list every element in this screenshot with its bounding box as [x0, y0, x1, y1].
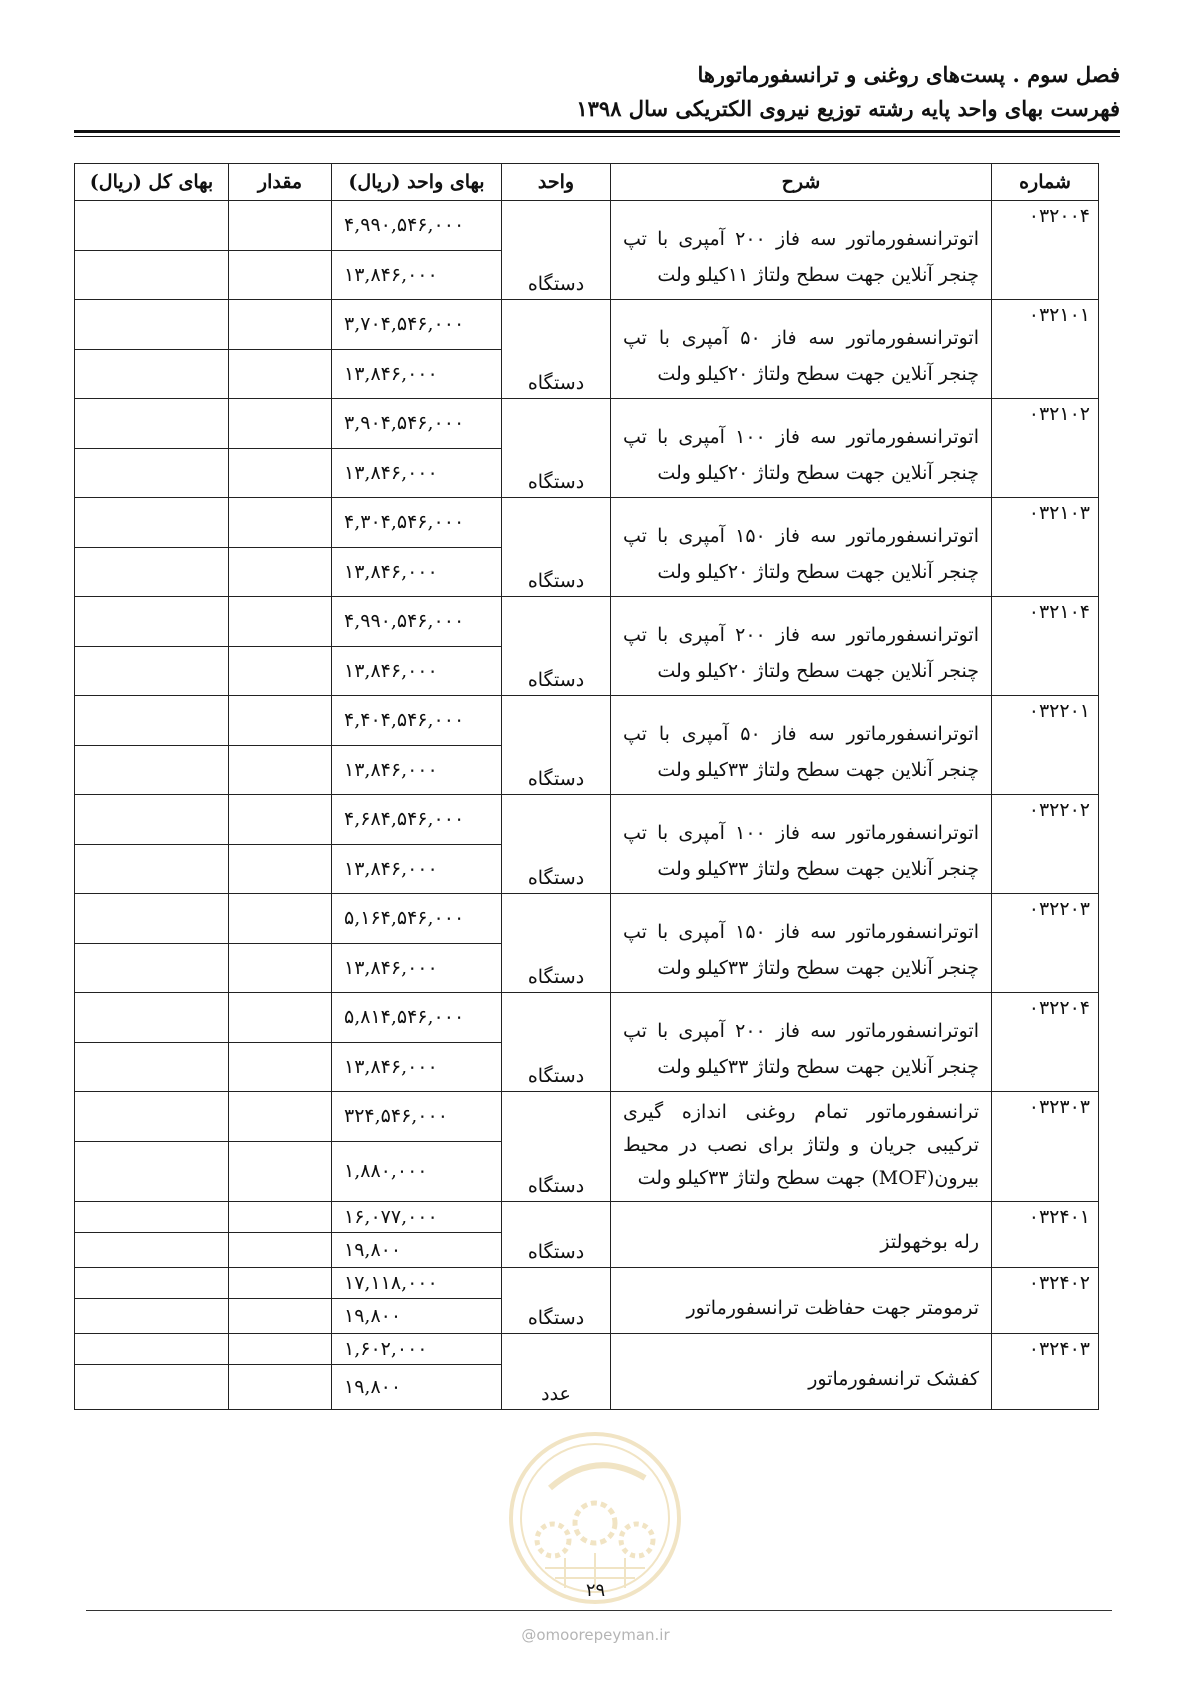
unit-price-sub: ۱۳,۸۴۶,۰۰۰: [332, 448, 502, 498]
unit-price-main: ۴,۶۸۴,۵۴۶,۰۰۰: [332, 795, 502, 845]
total-cell: [75, 1334, 229, 1365]
description-cell: ترمومتر جهت حفاظت ترانسفورماتور: [611, 1268, 992, 1334]
total-cell: [75, 696, 229, 746]
unit-price-main: ۱۶,۰۷۷,۰۰۰: [332, 1202, 502, 1233]
description-cell: اتوترانسفورماتور سه فاز ۵۰ آمپری با تپ چنجر آنلاین جهت سطح ولتاژ ۳۳کیلو ولت: [611, 696, 992, 795]
unit-price-sub: ۱۳,۸۴۶,۰۰۰: [332, 844, 502, 894]
qty-cell: [229, 498, 332, 548]
total-cell: [75, 399, 229, 449]
description-cell: اتوترانسفورماتور سه فاز ۲۰۰ آمپری با تپ چنجر آنلاین جهت سطح ولتاژ ۳۳کیلو ولت: [611, 993, 992, 1092]
col-header-code: شماره: [992, 164, 1099, 201]
qty-cell-sub: [229, 349, 332, 399]
description-cell: اتوترانسفورماتور سه فاز ۱۰۰ آمپری با تپ چنجر آنلاین جهت سطح ولتاژ ۳۳کیلو ولت: [611, 795, 992, 894]
unit-price-main: ۳,۷۰۴,۵۴۶,۰۰۰: [332, 300, 502, 350]
total-cell: [75, 1268, 229, 1299]
table-header-row: [75, 164, 1099, 201]
qty-cell-sub: [229, 1233, 332, 1268]
qty-cell-sub: [229, 1299, 332, 1334]
unit-price-main: ۳,۹۰۴,۵۴۶,۰۰۰: [332, 399, 502, 449]
qty-cell-sub: [229, 844, 332, 894]
description-cell: اتوترانسفورماتور سه فاز ۲۰۰ آمپری با تپ چنجر آنلاین جهت سطح ولتاژ ۲۰کیلو ولت: [611, 597, 992, 696]
unit-cell: دستگاه: [502, 498, 611, 597]
unit-price-main: ۴,۳۰۴,۵۴۶,۰۰۰: [332, 498, 502, 548]
table-row: [75, 300, 1099, 350]
unit-cell: دستگاه: [502, 993, 611, 1092]
code-cell: ۰۳۲۰۰۴: [992, 201, 1099, 300]
description-cell: اتوترانسفورماتور سه فاز ۱۵۰ آمپری با تپ چنجر آنلاین جهت سطح ولتاژ ۳۳کیلو ولت: [611, 894, 992, 993]
table-row: [75, 399, 1099, 449]
unit-price-main: ۱۷,۱۱۸,۰۰۰: [332, 1268, 502, 1299]
footer-website: @omoorepeyman.ir: [521, 1626, 670, 1644]
header-rule-thin: [74, 136, 1120, 137]
unit-price-main: ۴,۹۹۰,۵۴۶,۰۰۰: [332, 201, 502, 251]
total-cell-sub: [75, 646, 229, 696]
code-cell: ۰۳۲۲۰۲: [992, 795, 1099, 894]
unit-cell: دستگاه: [502, 894, 611, 993]
unit-price-sub: ۱۳,۸۴۶,۰۰۰: [332, 646, 502, 696]
col-header-unit-price: بهای واحد (ریال): [332, 164, 502, 201]
unit-price-main: ۴,۴۰۴,۵۴۶,۰۰۰: [332, 696, 502, 746]
unit-price-sub: ۱,۸۸۰,۰۰۰: [332, 1141, 502, 1201]
unit-price-sub: ۱۳,۸۴۶,۰۰۰: [332, 1042, 502, 1092]
code-cell: ۰۳۲۳۰۳: [992, 1092, 1099, 1202]
chapter-title: فصل سوم . پست‌های روغنی و ترانسفورماتورها: [697, 62, 1120, 87]
unit-price-sub: ۱۹,۸۰۰: [332, 1365, 502, 1410]
page-header: [576, 58, 1120, 126]
qty-cell-sub: [229, 646, 332, 696]
qty-cell-sub: [229, 943, 332, 993]
table-row: [75, 1268, 1099, 1299]
footer-rule: [86, 1610, 1112, 1611]
unit-cell: عدد: [502, 1334, 611, 1410]
unit-cell: دستگاه: [502, 1092, 611, 1202]
unit-cell: دستگاه: [502, 1268, 611, 1334]
table-row: [75, 201, 1099, 251]
unit-price-sub: ۱۳,۸۴۶,۰۰۰: [332, 547, 502, 597]
total-cell-sub: [75, 1233, 229, 1268]
code-cell: ۰۳۲۱۰۱: [992, 300, 1099, 399]
description-cell: اتوترانسفورماتور سه فاز ۱۰۰ آمپری با تپ چنجر آنلاین جهت سطح ولتاژ ۲۰کیلو ولت: [611, 399, 992, 498]
unit-price-sub: ۱۳,۸۴۶,۰۰۰: [332, 745, 502, 795]
qty-cell: [229, 993, 332, 1043]
qty-cell-sub: [229, 745, 332, 795]
unit-cell: دستگاه: [502, 597, 611, 696]
total-cell-sub: [75, 844, 229, 894]
total-cell: [75, 498, 229, 548]
table-row: [75, 597, 1099, 647]
unit-cell: دستگاه: [502, 795, 611, 894]
qty-cell: [229, 795, 332, 845]
table-row: [75, 1334, 1099, 1365]
unit-price-sub: ۱۳,۸۴۶,۰۰۰: [332, 349, 502, 399]
code-cell: ۰۳۲۴۰۲: [992, 1268, 1099, 1334]
total-cell: [75, 300, 229, 350]
qty-cell-sub: [229, 1141, 332, 1201]
col-header-unit: واحد: [502, 164, 611, 201]
table-row: [75, 993, 1099, 1043]
code-cell: ۰۳۲۲۰۴: [992, 993, 1099, 1092]
qty-cell: [229, 399, 332, 449]
unit-cell: دستگاه: [502, 201, 611, 300]
unit-cell: دستگاه: [502, 696, 611, 795]
total-cell-sub: [75, 547, 229, 597]
total-cell-sub: [75, 1365, 229, 1410]
qty-cell: [229, 1334, 332, 1365]
unit-cell: دستگاه: [502, 300, 611, 399]
total-cell-sub: [75, 745, 229, 795]
unit-cell: دستگاه: [502, 1202, 611, 1268]
code-cell: ۰۳۲۱۰۳: [992, 498, 1099, 597]
total-cell-sub: [75, 943, 229, 993]
total-cell-sub: [75, 448, 229, 498]
unit-price-sub: ۱۳,۸۴۶,۰۰۰: [332, 943, 502, 993]
code-cell: ۰۳۲۱۰۴: [992, 597, 1099, 696]
qty-cell: [229, 894, 332, 944]
unit-price-sub: ۱۹,۸۰۰: [332, 1233, 502, 1268]
table-body: [75, 201, 1099, 1410]
code-cell: ۰۳۲۴۰۱: [992, 1202, 1099, 1268]
total-cell-sub: [75, 349, 229, 399]
unit-price-main: ۵,۸۱۴,۵۴۶,۰۰۰: [332, 993, 502, 1043]
qty-cell: [229, 201, 332, 251]
qty-cell-sub: [229, 547, 332, 597]
table-row: [75, 894, 1099, 944]
total-cell-sub: [75, 250, 229, 300]
unit-price-main: ۴,۹۹۰,۵۴۶,۰۰۰: [332, 597, 502, 647]
qty-cell: [229, 1092, 332, 1142]
unit-price-main: ۵,۱۶۴,۵۴۶,۰۰۰: [332, 894, 502, 944]
qty-cell: [229, 1202, 332, 1233]
table-row: [75, 795, 1099, 845]
total-cell-sub: [75, 1299, 229, 1334]
total-cell-sub: [75, 1141, 229, 1201]
total-cell: [75, 597, 229, 647]
page-number: ۲۹: [585, 1580, 606, 1601]
total-cell: [75, 894, 229, 944]
code-cell: ۰۳۲۲۰۱: [992, 696, 1099, 795]
unit-price-sub: ۱۹,۸۰۰: [332, 1299, 502, 1334]
qty-cell: [229, 597, 332, 647]
total-cell: [75, 993, 229, 1043]
qty-cell-sub: [229, 448, 332, 498]
description-cell: رله بوخهولتز: [611, 1202, 992, 1268]
table-row: [75, 498, 1099, 548]
total-cell: [75, 795, 229, 845]
qty-cell-sub: [229, 1365, 332, 1410]
code-cell: ۰۳۲۲۰۳: [992, 894, 1099, 993]
unit-price-main: ۱,۶۰۲,۰۰۰: [332, 1334, 502, 1365]
table-row: [75, 1202, 1099, 1233]
qty-cell: [229, 1268, 332, 1299]
total-cell: [75, 201, 229, 251]
qty-cell-sub: [229, 250, 332, 300]
unit-cell: دستگاه: [502, 399, 611, 498]
total-cell: [75, 1092, 229, 1142]
document-title: فهرست بهای واحد پایه رشته توزیع نیروی الکتریکی سال ۱۳۹۸: [576, 96, 1120, 121]
table-row: [75, 1092, 1099, 1142]
description-cell: اتوترانسفورماتور سه فاز ۲۰۰ آمپری با تپ چنجر آنلاین جهت سطح ولتاژ ۱۱کیلو ولت: [611, 201, 992, 300]
qty-cell: [229, 300, 332, 350]
col-header-qty: مقدار: [229, 164, 332, 201]
unit-price-main: ۳۲۴,۵۴۶,۰۰۰: [332, 1092, 502, 1142]
description-cell: کفشک ترانسفورماتور: [611, 1334, 992, 1410]
description-cell: اتوترانسفورماتور سه فاز ۵۰ آمپری با تپ چنجر آنلاین جهت سطح ولتاژ ۲۰کیلو ولت: [611, 300, 992, 399]
description-cell: ترانسفورماتور تمام روغنی اندازه گیری ترکیبی جریان و ولتاژ برای نصب در محیط بیرون(MOF) جهت سطح ولتاژ ۳۳کیلو ولت: [611, 1092, 992, 1202]
description-cell: اتوترانسفورماتور سه فاز ۱۵۰ آمپری با تپ چنجر آنلاین جهت سطح ولتاژ ۲۰کیلو ولت: [611, 498, 992, 597]
price-table: [74, 163, 1099, 1410]
total-cell-sub: [75, 1042, 229, 1092]
table-row: [75, 696, 1099, 746]
code-cell: ۰۳۲۱۰۲: [992, 399, 1099, 498]
qty-cell-sub: [229, 1042, 332, 1092]
qty-cell: [229, 696, 332, 746]
col-header-description: شرح: [611, 164, 992, 201]
header-rule-thick: [74, 130, 1120, 133]
unit-price-sub: ۱۳,۸۴۶,۰۰۰: [332, 250, 502, 300]
total-cell: [75, 1202, 229, 1233]
col-header-total: بهای کل (ریال): [75, 164, 229, 201]
code-cell: ۰۳۲۴۰۳: [992, 1334, 1099, 1410]
